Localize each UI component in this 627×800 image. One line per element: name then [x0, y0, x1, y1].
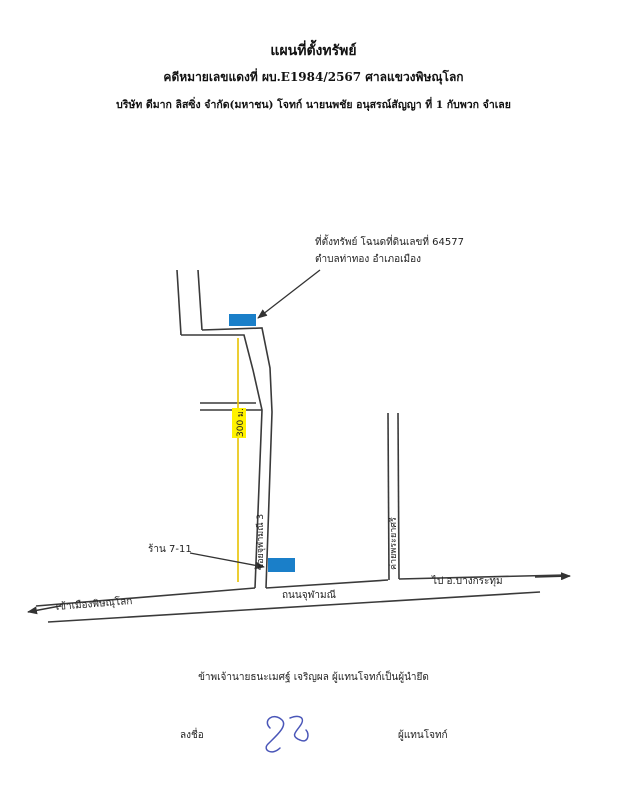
soi-label: ซอยจุฬามณี 3	[256, 513, 266, 570]
agent-label: ผู้แทนโจทก์	[398, 730, 448, 741]
store-label: ร้าน 7-11	[148, 544, 192, 555]
signature	[266, 716, 308, 751]
to-city-label: เข้าเมืองพิษณุโลก	[55, 595, 133, 613]
property-marker	[229, 314, 256, 326]
store-callout-arrow	[190, 553, 264, 567]
case-number-line: คดีหมายเลขแดงที่ ผบ.E1984/2567 ศาลแขวงพิษณุโลก	[163, 70, 464, 84]
property-label-line1: ที่ตั้งทรัพย์ โฉนดที่ดินเลขที่ 64577	[315, 237, 464, 248]
branch-lane	[200, 403, 262, 410]
to-bang-krathum-label: ไป อ.บางกระทุ่ม	[432, 576, 503, 587]
property-callout-arrow	[258, 270, 320, 318]
sign-label: ลงชื่อ	[180, 730, 204, 741]
property-label-line2: ตำบลท่าทอง อำเภอเมือง	[315, 254, 421, 265]
main-road-label: ถนนจุฬามณี	[282, 590, 336, 601]
store-marker	[268, 558, 295, 572]
certification-text: ข้าพเจ้านายธนะเมศฐ์ เจริญผล ผู้แทนโจทก์เป็นผู้นำยึด	[198, 672, 429, 683]
page-title: แผนที่ตั้งทรัพย์	[270, 43, 357, 59]
parties-line: บริษัท ดีมาก ลิสซิ่ง จำกัด(มหาชน) โจทก์ นายนพชัย อนุสรณ์สัญญา ที่ 1 กับพวก จำเลย	[116, 99, 511, 111]
arrow-to-bang-krathum	[535, 576, 570, 577]
distance-label: 300 ม.	[236, 408, 246, 437]
side-road-label: ค่ายพระยาศรี	[389, 517, 399, 570]
upper-lane	[177, 270, 202, 335]
